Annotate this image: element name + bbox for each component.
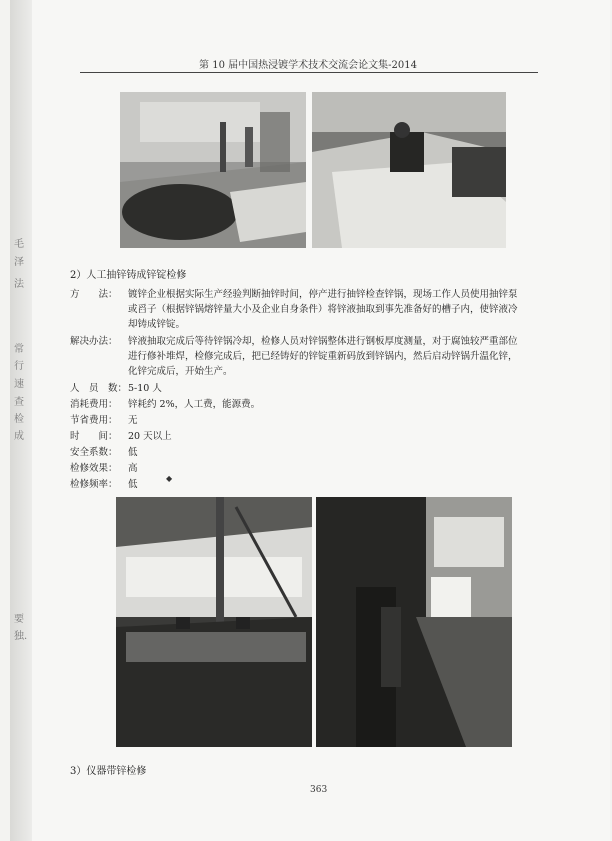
- fact-row-safety: [70, 445, 138, 460]
- fact-label: 消耗费用：: [70, 399, 118, 410]
- bleed-char: 独.: [14, 631, 28, 642]
- bleed-char: 查: [14, 397, 24, 408]
- fact-label: 检修频率：: [70, 479, 118, 490]
- bleed-char: 法: [14, 279, 24, 290]
- fact-row-savings: [70, 413, 138, 428]
- photo-kettle-interior: [316, 497, 512, 747]
- fact-label: 安全系数：: [70, 447, 118, 458]
- method-line: 或舀子（根据锌锅熔锌量大小及企业自身条件）将锌液抽取到事先准备好的槽子内，使锌液冷: [128, 304, 518, 315]
- fact-value: 无: [128, 415, 138, 426]
- section-heading-instrument: 3）仪器带锌检修: [70, 766, 147, 777]
- fact-row-effect: [70, 461, 138, 476]
- fact-row-frequency: [70, 477, 138, 492]
- document-page: [10, 0, 610, 841]
- fact-label: 检修效果：: [70, 463, 118, 474]
- solution-line: 化锌完成后，开始生产。: [128, 366, 233, 377]
- bleed-char: 毛: [14, 239, 24, 250]
- fact-value: 低: [128, 479, 138, 490]
- fact-value: 锌耗约 2%，人工费，能源费。: [128, 399, 261, 410]
- photo-workshop-floor: [116, 497, 312, 747]
- photo-zinc-kettle-left: [120, 92, 306, 248]
- solution-label: 解决办法：: [70, 336, 118, 347]
- solution-line: 进行修补堆焊，检修完成后，把已经铸好的锌锭重新码放到锌锅内，然后启动锌锅升温化锌，: [128, 351, 518, 362]
- scan-speck: ◆: [166, 474, 173, 483]
- bleed-char: 行: [14, 361, 24, 372]
- bleed-char: 泽: [14, 257, 24, 268]
- page-number: 363: [310, 785, 328, 795]
- header-rule: [80, 72, 538, 73]
- fact-value: 高: [128, 463, 138, 474]
- fact-label: 时 间：: [70, 431, 118, 442]
- bleed-char: 速: [14, 379, 24, 390]
- fact-row-time: [70, 429, 172, 444]
- solution-line: 锌液抽取完成后等待锌锅冷却，检修人员对锌锅整体进行钢板厚度测量，对于腐蚀较严重部位: [128, 336, 518, 347]
- method-label: 方 法：: [70, 289, 118, 300]
- bleed-char: 成: [14, 431, 24, 442]
- method-line: 却铸成锌锭。: [128, 319, 186, 330]
- fact-label: 人 员 数：: [70, 383, 128, 394]
- fact-row-cost: [70, 397, 260, 412]
- bleed-char: 检: [14, 414, 24, 425]
- section-heading-manual-zinc: 2）人工抽锌铸成锌锭检修: [70, 270, 187, 281]
- fact-row-personnel: [70, 381, 162, 396]
- method-line: 镀锌企业根据实际生产经验判断抽锌时间，停产进行抽锌检查锌锅，现场工作人员使用抽锌泵: [128, 289, 518, 300]
- fact-value: 低: [128, 447, 138, 458]
- bleed-char: 要: [14, 614, 24, 625]
- fact-value: 5-10 人: [128, 383, 162, 394]
- bleed-char: 常: [14, 344, 24, 355]
- photo-zinc-kettle-right: [312, 92, 506, 248]
- fact-label: 节省费用：: [70, 415, 118, 426]
- running-header: 第 10 届中国热浸镀学术技术交流会论文集-2014: [199, 60, 417, 71]
- fact-value: 20 天以上: [128, 431, 172, 442]
